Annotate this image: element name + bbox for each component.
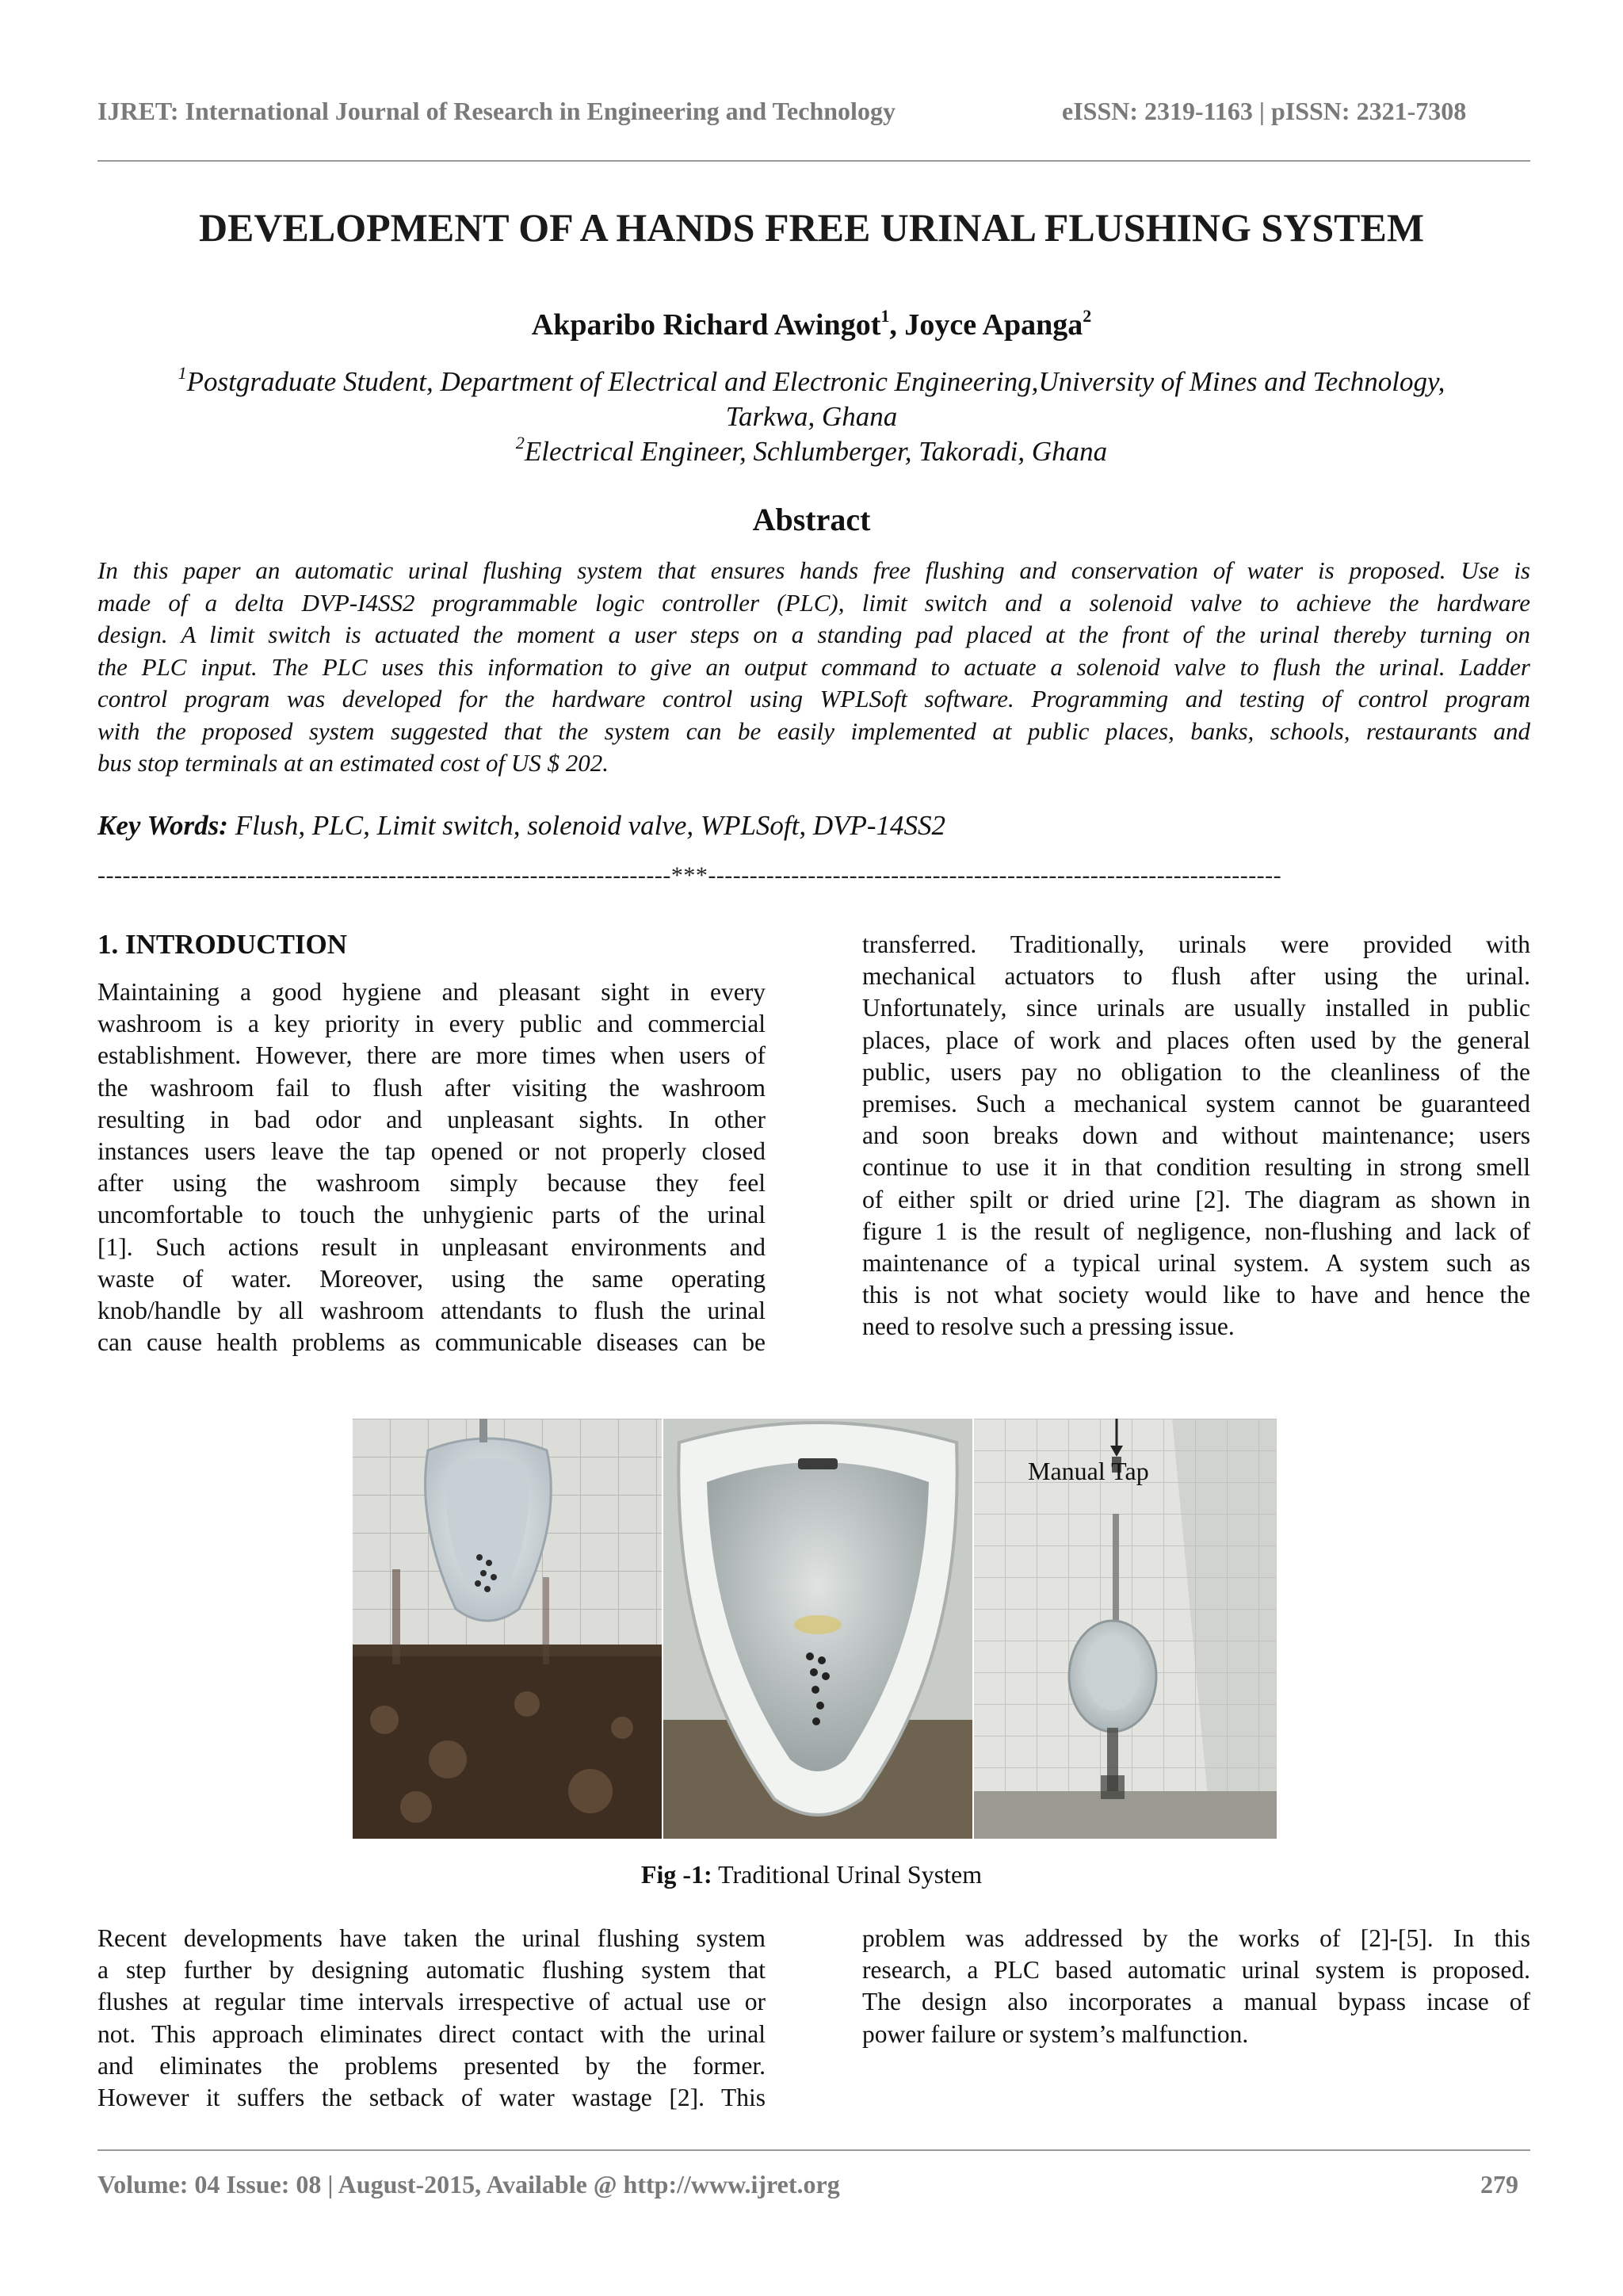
paragraph-line: power failure or system’s malfunction. <box>862 2019 1249 2048</box>
affiliation-2-sup: 2 <box>515 433 525 453</box>
paragraph-line: premises. Such a mechanical system cannot be guaranteed <box>862 1089 1530 1117</box>
footer-volume: Volume: 04 Issue: 08 | August-2015, Available @ http://www.ijret.org <box>97 2170 840 2199</box>
paragraph-line: places, place of work and places often used by the general <box>862 1026 1530 1054</box>
paragraph-line: Recent developments have taken the urinal flushing system <box>97 1924 766 1952</box>
section-separator: ---------------------------------------------------------------------***--------------------------------------------------------------------- <box>97 862 1282 888</box>
urinal-photo-1 <box>353 1419 662 1839</box>
paragraph-line: can cause health problems as communicable diseases can be <box>97 1328 766 1357</box>
author-2: Joyce Apanga <box>904 308 1083 342</box>
footer-rule <box>97 2149 1530 2151</box>
paragraph-line: public, users pay no obligation to the cleanliness of the <box>862 1057 1530 1086</box>
affiliation-2: $^2$Electrical Engineer, Schlumberger, Takoradi, Ghana <box>515 433 1108 467</box>
paragraph-line: washroom is a key priority in every public and commercial <box>97 1010 766 1038</box>
figure-caption <box>79 1860 1544 1889</box>
section-heading: 1. INTRODUCTION <box>97 929 348 960</box>
paragraph-line: transferred. Traditionally, urinals were provided with <box>862 930 1530 958</box>
author-2-sup: 2 <box>1083 306 1092 327</box>
caption-text: Traditional Urinal System <box>712 1860 983 1889</box>
urinal-photo-2 <box>663 1419 972 1839</box>
paragraph-line: this is not what society would like to have and hence the <box>862 1281 1530 1309</box>
abstract-line: control program was developed for the hardware control using WPLSoft software. Programming and testing of control program <box>97 685 1530 712</box>
author-separator: , <box>889 308 905 342</box>
abstract-line: design. A limit switch is actuated the moment a user steps on a standing pad placed at the front of the urinal thereby turning on <box>97 621 1530 648</box>
intro-right-column <box>862 929 1530 1343</box>
abstract-line: with the proposed system suggested that the system can be easily implemented at public places, banks, schools, restaurants and <box>97 716 1530 745</box>
paragraph-line: However it suffers the setback of water wastage [2]. This <box>97 2083 766 2111</box>
paragraph-line: and soon breaks down and without maintenance; users <box>862 1121 1530 1150</box>
paragraph-line: flushes at regular time intervals irrespective of actual use or <box>97 1988 766 2016</box>
paragraph-line: need to resolve such a pressing issue. <box>862 1312 1235 1341</box>
paper-title: DEVELOPMENT OF A HANDS FREE URINAL FLUSHING SYSTEM <box>198 205 1425 250</box>
abstract-body <box>97 555 1530 780</box>
paragraph-line: Unfortunately, since urinals are usually installed in public <box>862 994 1530 1022</box>
keywords <box>97 810 945 842</box>
paragraph-line: establishment. However, there are more times when users of <box>97 1041 766 1070</box>
paragraph-line: uncomfortable to touch the unhygienic parts of the urinal <box>97 1201 766 1229</box>
paragraph-line: resulting in bad odor and unpleasant sights. In other <box>97 1105 766 1133</box>
author-list <box>79 308 1544 342</box>
figure-1 <box>353 1419 1277 1839</box>
paragraph-line: waste of water. Moreover, using the same operating <box>97 1264 766 1293</box>
abstract-line: In this paper an automatic urinal flushing system that ensures hands free flushing and conservation of water is proposed. Use is <box>97 556 1530 584</box>
abstract-line: made of a delta DVP-I4SS2 programmable logic controller (PLC), limit switch and a solenoid valve to achieve the hardware <box>97 588 1530 617</box>
paragraph-line: problem was addressed by the works of [2]-[5]. In this <box>862 1924 1530 1952</box>
manual-tap-label: Manual Tap <box>1028 1457 1149 1485</box>
paragraph-line: mechanical actuators to flush after using the urinal. <box>862 962 1530 991</box>
author-1: Akparibo Richard Awingot <box>531 308 881 342</box>
paragraph-line: figure 1 is the result of negligence, non-flushing and lack of <box>862 1217 1530 1245</box>
journal-name: IJRET: International Journal of Research in Engineering and Technology <box>97 97 896 125</box>
body-left-column <box>97 1923 766 2114</box>
abstract-heading: Abstract <box>752 502 871 537</box>
abstract-line: bus stop terminals at an estimated cost of US $ 202. <box>97 749 609 777</box>
issn: eISSN: 2319-1163 | pISSN: 2321-7308 <box>1062 97 1467 125</box>
paragraph-line: knob/handle by all washroom attendants to flush the urinal <box>97 1296 766 1324</box>
caption-label: Fig -1: <box>640 1860 712 1889</box>
paragraph-line: after using the washroom simply because they feel <box>97 1169 766 1198</box>
paragraph-line: The design also incorporates a manual bypass incase of <box>862 1988 1530 2016</box>
paragraph-line: continue to use it in that condition resulting in strong smell <box>862 1153 1530 1182</box>
paragraph-line: not. This approach eliminates direct contact with the urinal <box>97 2019 766 2048</box>
keywords-label: Key Words: <box>97 810 228 841</box>
paragraph-line: a step further by designing automatic flushing system that <box>97 1956 766 1985</box>
header-rule <box>97 160 1530 162</box>
affiliation-1-sup: 1 <box>178 363 187 384</box>
body-right-column <box>862 1923 1530 2050</box>
paragraph-line: the washroom fail to flush after visiting the washroom <box>97 1073 766 1102</box>
paragraph-line: Maintaining a good hygiene and pleasant sight in every <box>97 978 766 1006</box>
intro-left-column <box>97 976 766 1358</box>
affiliation-1-line2: Tarkwa, Ghana <box>725 401 898 432</box>
paragraph-line: research, a PLC based automatic urinal system is proposed. <box>862 1956 1530 1985</box>
author-1-sup: 1 <box>880 306 890 327</box>
affiliation-1: $^1$Postgraduate Student, Department of Electrical and Electronic Engineering,University of Mines and Technology, <box>178 363 1445 397</box>
paragraph-line: and eliminates the problems presented by the former. <box>97 2051 766 2080</box>
paragraph-line: [1]. Such actions result in unpleasant environments and <box>97 1232 766 1261</box>
abstract-line: the PLC input. The PLC uses this information to give an output command to actuate a solenoid valve to flush the urinal. Ladder <box>97 652 1530 681</box>
paragraph-line: instances users leave the tap opened or not properly closed <box>97 1137 766 1165</box>
paragraph-line: maintenance of a typical urinal system. A system such as <box>862 1248 1530 1277</box>
urinal-photo-3 <box>974 1419 1277 1839</box>
paragraph-line: of either spilt or dried urine [2]. The diagram as shown in <box>862 1185 1530 1213</box>
keywords-text: Flush, PLC, Limit switch, solenoid valve, WPLSoft, DVP-14SS2 <box>227 810 946 841</box>
page-number: 279 <box>1480 2170 1518 2199</box>
